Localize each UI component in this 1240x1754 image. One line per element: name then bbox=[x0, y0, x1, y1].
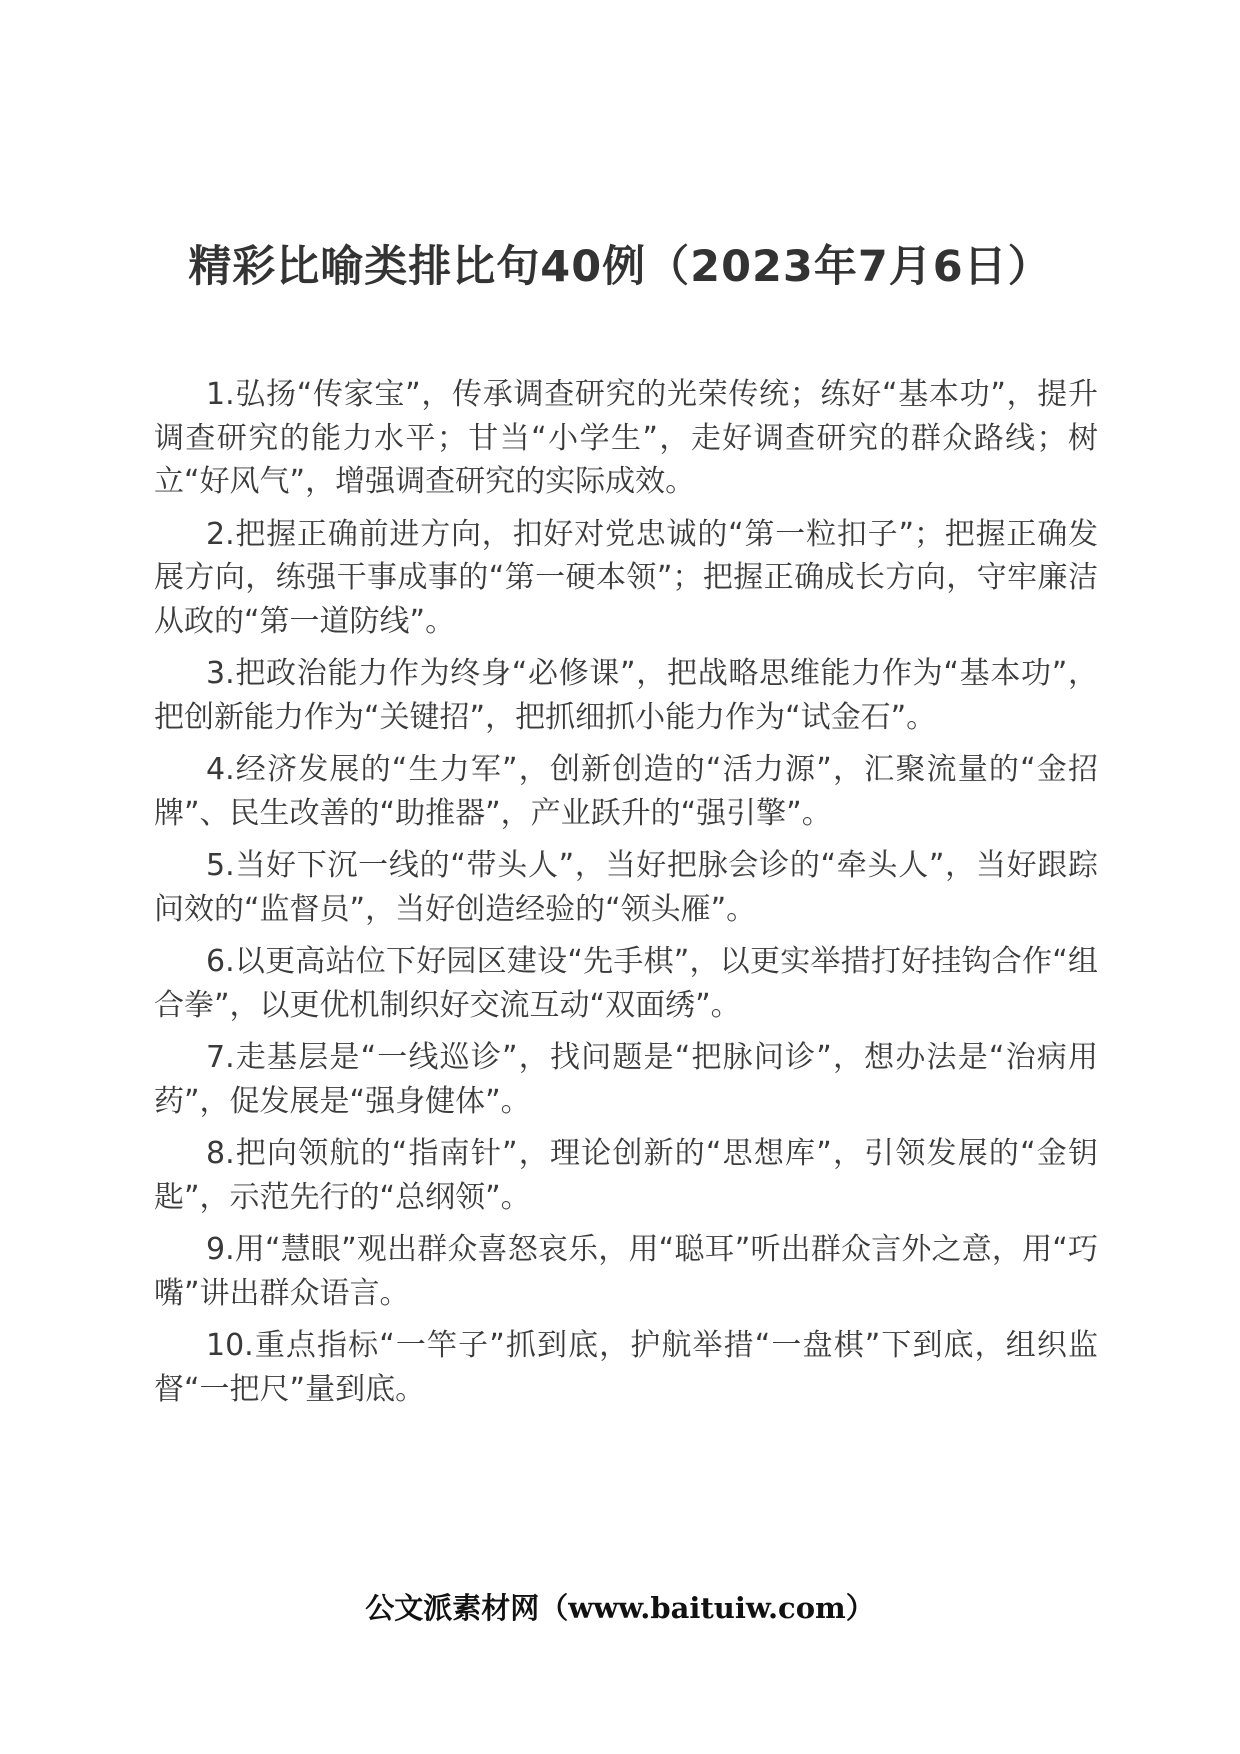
paragraph-10: 10.重点指标“一竿子”抓到底，护航举措“一盘棋”下到底，组织监督“一把尺”量到底。 bbox=[154, 1328, 1098, 1407]
document-title: 精彩比喻类排比句40例（2023年7月6日） bbox=[188, 242, 1052, 292]
document-body bbox=[154, 373, 1098, 1420]
paragraph-7: 7.走基层是“一线巡诊”，找问题是“把脉问诊”，想办法是“治病用药”，促发展是“强身健体”。 bbox=[154, 1040, 1098, 1119]
paragraph-9: 9.用“慧眼”观出群众喜怒哀乐，用“聪耳”听出群众言外之意，用“巧嘴”讲出群众语言。 bbox=[154, 1232, 1098, 1311]
paragraph-4: 4.经济发展的“生力军”，创新创造的“活力源”，汇聚流量的“金招牌”、民生改善的“助推器”，产业跃升的“强引擎”。 bbox=[154, 752, 1098, 831]
paragraph-1: 1.弘扬“传家宝”，传承调查研究的光荣传统；练好“基本功”，提升调查研究的能力水平；甘当“小学生”，走好调查研究的群众路线；树立“好风气”，增强调查研究的实际成效。 bbox=[154, 377, 1098, 499]
site-footer: 公文派素材网（www.baituiw.com） bbox=[365, 1591, 875, 1625]
paragraph-8: 8.把向领航的“指南针”，理论创新的“思想库”，引领发展的“金钥匙”，示范先行的“总纲领”。 bbox=[154, 1136, 1098, 1215]
paragraph-5: 5.当好下沉一线的“带头人”，当好把脉会诊的“牵头人”，当好跟踪问效的“监督员”，当好创造经验的“领头雁”。 bbox=[154, 848, 1098, 927]
paragraph-3: 3.把政治能力作为终身“必修课”，把战略思维能力作为“基本功”，把创新能力作为“关键招”，把抓细抓小能力作为“试金石”。 bbox=[154, 656, 1098, 735]
paragraph-2: 2.把握正确前进方向，扣好对党忠诚的“第一粒扣子”；把握正确发展方向，练强干事成事的“第一硬本领”；把握正确成长方向，守牢廉洁从政的“第一道防线”。 bbox=[154, 516, 1098, 639]
paragraph-6: 6.以更高站位下好园区建设“先手棋”，以更实举措打好挂钩合作“组合拳”，以更优机制织好交流互动“双面绣”。 bbox=[154, 944, 1098, 1023]
